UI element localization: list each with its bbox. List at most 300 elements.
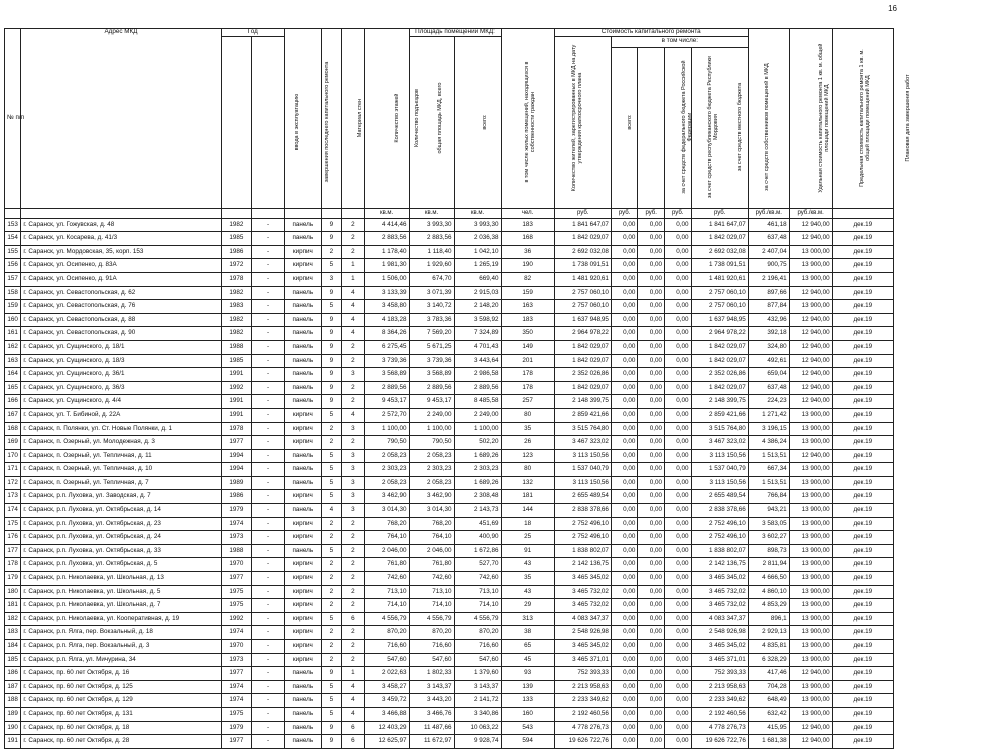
unit-cell: руб./кв.м. (789, 208, 832, 218)
header-entrances: Количество подъездов (342, 29, 364, 209)
table-cell: 0,00 (664, 735, 691, 749)
unit-cell: кв.м. (409, 208, 454, 218)
table-cell: 4 (342, 327, 364, 341)
table-cell: 13 900,00 (789, 694, 832, 708)
table-cell: 0,00 (664, 381, 691, 395)
table-cell: дек.19 (832, 490, 893, 504)
page-number: 16 (888, 4, 897, 13)
table-cell: кирпич (284, 626, 321, 640)
table-cell: 0,00 (611, 544, 638, 558)
table-cell: 1979 (221, 504, 252, 518)
table-cell: 2 859 421,66 (691, 408, 748, 422)
table-cell: дек.19 (832, 408, 893, 422)
table-cell: 451,69 (454, 517, 501, 531)
table-cell: 1991 (221, 395, 252, 409)
unit-cell (221, 208, 252, 218)
table-cell: 1972 (221, 259, 252, 273)
table-cell: 4 701,43 (454, 340, 501, 354)
table-cell: 0,00 (638, 272, 665, 286)
table-cell: 183 (501, 218, 554, 232)
table-cell: 3 993,30 (454, 218, 501, 232)
table-cell: 5 (321, 490, 341, 504)
table-cell: 0,00 (638, 612, 665, 626)
table-cell: 2 (342, 381, 364, 395)
table-cell: 1982 (221, 313, 252, 327)
table-cell: 2 303,23 (364, 463, 409, 477)
table-cell: 3 783,36 (409, 313, 454, 327)
table-cell: 0,00 (611, 327, 638, 341)
table-cell: 170 (5, 449, 21, 463)
table-cell: г. Саранск, р.п. Луховка, ул. Октябрьская, д. 23 (21, 517, 221, 531)
table-cell: - (252, 517, 285, 531)
table-cell: 0,00 (611, 436, 638, 450)
table-cell: 3 (342, 449, 364, 463)
table-cell: 3 113 150,56 (691, 476, 748, 490)
table-cell: 2 022,63 (364, 667, 409, 681)
table-cell: 80 (501, 463, 554, 477)
table-row (5, 300, 894, 314)
table-cell: 5 671,25 (409, 340, 454, 354)
table-cell: 3 014,30 (409, 504, 454, 518)
table-cell: 2 (342, 340, 364, 354)
table-cell: 154 (5, 232, 21, 246)
table-cell: 173 (5, 490, 21, 504)
table-cell: 0,00 (664, 395, 691, 409)
table-cell: 5 (321, 707, 341, 721)
table-cell: дек.19 (832, 340, 893, 354)
repair-plan-table (4, 28, 911, 749)
table-cell: 2 (342, 653, 364, 667)
table-cell: 2 249,00 (409, 408, 454, 422)
table-cell: 10 063,22 (454, 721, 501, 735)
header-residents: Количество жителей, зарегистрированных в МКД на дату утверждения краткосрочного плана (501, 29, 554, 209)
table-cell: - (252, 286, 285, 300)
table-row (5, 232, 894, 246)
table-cell: 4 556,79 (454, 612, 501, 626)
table-cell: 5 (321, 694, 341, 708)
table-cell: 2 192 460,56 (554, 707, 611, 721)
table-cell: 1 481 920,61 (691, 272, 748, 286)
table-cell: 2 548 926,98 (691, 626, 748, 640)
table-cell: дек.19 (832, 272, 893, 286)
table-cell: 2 859 421,66 (554, 408, 611, 422)
table-cell: 0,00 (611, 300, 638, 314)
table-cell: 768,20 (364, 517, 409, 531)
table-cell: 0,00 (664, 245, 691, 259)
table-cell: 9 453,17 (409, 395, 454, 409)
table-cell: 1970 (221, 558, 252, 572)
table-cell: 184 (5, 640, 21, 654)
table-cell: 2 (342, 436, 364, 450)
table-cell: 0,00 (611, 381, 638, 395)
table-cell: 0,00 (638, 490, 665, 504)
table-cell: 313 (501, 612, 554, 626)
table-cell: - (252, 531, 285, 545)
table-cell: 11 487,66 (409, 721, 454, 735)
table-cell: 2 303,23 (409, 463, 454, 477)
table-cell: 2 233 349,62 (554, 694, 611, 708)
table-row (5, 218, 894, 232)
table-cell: 6 328,29 (748, 653, 789, 667)
table-cell: 0,00 (611, 408, 638, 422)
table-cell: 191 (5, 735, 21, 749)
table-cell: 0,00 (611, 653, 638, 667)
table-cell: 1 100,00 (409, 422, 454, 436)
table-cell: 163 (5, 354, 21, 368)
table-cell: дек.19 (832, 368, 893, 382)
header-cost-owners: за счет средств собственников помещений в МКД (691, 47, 748, 208)
table-cell: 2 757 060,10 (691, 286, 748, 300)
table-cell: 2 889,56 (409, 381, 454, 395)
table-cell: кирпич (284, 517, 321, 531)
table-cell: 0,00 (638, 626, 665, 640)
table-cell: 0,00 (664, 368, 691, 382)
table-cell: 13 900,00 (789, 707, 832, 721)
table-cell: 9 (321, 286, 341, 300)
table-cell: 1 929,60 (409, 259, 454, 273)
table-cell: дек.19 (832, 232, 893, 246)
table-cell: 6 (342, 735, 364, 749)
table-cell: дек.19 (832, 381, 893, 395)
table-cell: 2 (342, 544, 364, 558)
table-cell: 80 (501, 408, 554, 422)
table-cell: 1 506,00 (364, 272, 409, 286)
header-floors: Количество этажей (321, 29, 341, 209)
table-cell: 3 465 345,02 (554, 640, 611, 654)
table-cell: 0,00 (611, 463, 638, 477)
table-cell: 29 (501, 599, 554, 613)
table-row (5, 313, 894, 327)
table-cell: 0,00 (664, 232, 691, 246)
units-row (5, 208, 894, 218)
table-cell: дек.19 (832, 395, 893, 409)
table-cell: дек.19 (832, 626, 893, 640)
table-cell: - (252, 544, 285, 558)
table-cell: 1988 (221, 544, 252, 558)
table-cell: 183 (501, 313, 554, 327)
table-cell: 0,00 (664, 612, 691, 626)
table-cell: дек.19 (832, 517, 893, 531)
table-cell: панель (284, 354, 321, 368)
table-cell: дек.19 (832, 694, 893, 708)
table-cell: - (252, 381, 285, 395)
table-cell: 0,00 (611, 476, 638, 490)
table-cell: г. Саранск, п. Озерный, ул. Тепличная, д. 7 (21, 476, 221, 490)
table-cell: 1988 (221, 340, 252, 354)
table-cell: 3 071,39 (409, 286, 454, 300)
table-cell: 2 058,23 (364, 449, 409, 463)
table-cell: 0,00 (638, 680, 665, 694)
table-cell: 764,10 (364, 531, 409, 545)
table-cell: 133 (501, 694, 554, 708)
table-cell: 186 (5, 667, 21, 681)
table-cell: 0,00 (611, 694, 638, 708)
table-cell: 3 993,30 (409, 218, 454, 232)
table-cell: 0,00 (611, 232, 638, 246)
table-cell: 160 (5, 313, 21, 327)
table-cell: дек.19 (832, 599, 893, 613)
table-row (5, 490, 894, 504)
table-cell: 0,00 (664, 490, 691, 504)
table-cell: 3 515 764,80 (691, 422, 748, 436)
table-cell: 0,00 (638, 436, 665, 450)
table-cell: 2 (342, 232, 364, 246)
table-cell: 3 467 323,02 (691, 436, 748, 450)
table-row (5, 259, 894, 273)
table-row (5, 286, 894, 300)
unit-cell: кв.м. (454, 208, 501, 218)
table-cell: 183 (5, 626, 21, 640)
table-cell: 0,00 (664, 531, 691, 545)
table-cell: 165 (5, 381, 21, 395)
table-cell: 0,00 (611, 707, 638, 721)
table-cell: 713,10 (454, 585, 501, 599)
table-cell: 3 143,37 (409, 680, 454, 694)
table-cell: 1977 (221, 572, 252, 586)
table-cell: 45 (501, 653, 554, 667)
table-cell: 9 (321, 313, 341, 327)
table-cell: 0,00 (664, 694, 691, 708)
header-premises-private: в том числе жилых помещений, находящихся в собственности граждан (454, 36, 501, 208)
table-cell: 0,00 (611, 449, 638, 463)
table-cell: 2 058,23 (364, 476, 409, 490)
table-cell: панель (284, 463, 321, 477)
table-cell: 159 (501, 286, 554, 300)
table-cell: 6 (342, 612, 364, 626)
table-cell: 392,18 (748, 327, 789, 341)
table-cell: 0,00 (664, 572, 691, 586)
table-cell: 713,10 (364, 585, 409, 599)
table-cell: г. Саранск, ул. Севастопольская, д. 88 (21, 313, 221, 327)
table-cell: 190 (501, 259, 554, 273)
table-cell: кирпич (284, 436, 321, 450)
table-cell: 1 981,30 (364, 259, 409, 273)
table-cell: 0,00 (664, 313, 691, 327)
table-cell: 0,00 (664, 640, 691, 654)
table-cell: 12 940,00 (789, 286, 832, 300)
table-cell: 13 900,00 (789, 612, 832, 626)
table-cell: 0,00 (664, 449, 691, 463)
table-cell: 5 (321, 544, 341, 558)
table-cell: 2 (321, 517, 341, 531)
table-cell: 752 393,33 (691, 667, 748, 681)
unit-cell: руб. (664, 208, 691, 218)
header-max-cost: Предельная стоимость капитального ремонта 1 кв. м. общей площади помещений МКД (789, 29, 832, 209)
table-cell: 166 (5, 395, 21, 409)
table-cell: 12 940,00 (789, 327, 832, 341)
table-row (5, 653, 894, 667)
table-cell: 0,00 (611, 286, 638, 300)
table-cell: 1 842 029,07 (691, 232, 748, 246)
table-cell: 13 900,00 (789, 272, 832, 286)
table-cell: 0,00 (664, 504, 691, 518)
table-cell: - (252, 313, 285, 327)
table-cell: 2 407,04 (748, 245, 789, 259)
table-cell: 3 113 150,56 (691, 449, 748, 463)
table-cell: 0,00 (611, 735, 638, 749)
table-cell: - (252, 612, 285, 626)
table-cell: 172 (5, 476, 21, 490)
header-cost: Стоимость капитального ремонта (554, 29, 748, 37)
table-cell: 2 (321, 572, 341, 586)
table-cell: 870,20 (364, 626, 409, 640)
header-num: № п/п (5, 29, 21, 209)
table-cell: 12 940,00 (789, 735, 832, 749)
table-cell: г. Саранск, ул. Т. Бибиной, д. 22А (21, 408, 221, 422)
table-cell: 1974 (221, 694, 252, 708)
table-cell: 0,00 (664, 272, 691, 286)
table-cell: 0,00 (638, 667, 665, 681)
table-cell: 1986 (221, 490, 252, 504)
table-cell: дек.19 (832, 558, 893, 572)
table-cell: 0,00 (638, 381, 665, 395)
table-cell: 93 (501, 667, 554, 681)
table-cell: г. Саранск, ул. Сущинского, д. 18/3 (21, 354, 221, 368)
table-cell: г. Саранск, ул. Севастопольская, д. 62 (21, 286, 221, 300)
table-cell: дек.19 (832, 300, 893, 314)
table-cell: - (252, 721, 285, 735)
table-cell: 877,84 (748, 300, 789, 314)
table-cell: кирпич (284, 490, 321, 504)
table-cell: 187 (5, 680, 21, 694)
table-cell: 0,00 (664, 653, 691, 667)
table-cell: дек.19 (832, 286, 893, 300)
table-cell: 2 (342, 245, 364, 259)
table-cell: 5 (321, 408, 341, 422)
table-cell: 0,00 (638, 653, 665, 667)
table-cell: 0,00 (638, 721, 665, 735)
table-cell: 13 900,00 (789, 490, 832, 504)
table-cell: 174 (5, 504, 21, 518)
table-cell: 2 (321, 558, 341, 572)
table-row (5, 585, 894, 599)
table-cell: г. Саранск, ул. Осипенко, д. 91А (21, 272, 221, 286)
table-cell: г. Саранск, р.п. Ялга, пер. Вокзальный, д. 3 (21, 640, 221, 654)
table-cell: 0,00 (611, 680, 638, 694)
table-cell: кирпич (284, 245, 321, 259)
table-cell: дек.19 (832, 612, 893, 626)
table-cell: 19 626 722,76 (691, 735, 748, 749)
table-cell: 3 133,39 (364, 286, 409, 300)
table-cell: 5 (321, 259, 341, 273)
table-cell: 9 (321, 395, 341, 409)
table-cell: 2 352 026,86 (691, 368, 748, 382)
unit-cell (321, 208, 341, 218)
table-cell: г. Саранск, пр. 60 лет Октября, д. 18 (21, 721, 221, 735)
table-cell: 168 (5, 422, 21, 436)
table-cell: 417,46 (748, 667, 789, 681)
table-cell: 5 (321, 476, 341, 490)
table-cell: панель (284, 667, 321, 681)
table-cell: 12 625,97 (364, 735, 409, 749)
table-cell: 4 860,10 (748, 585, 789, 599)
table-cell: 632,42 (748, 707, 789, 721)
table-cell: 4 183,28 (364, 313, 409, 327)
table-cell: 1 100,00 (364, 422, 409, 436)
table-cell: 0,00 (611, 395, 638, 409)
table-cell: - (252, 667, 285, 681)
table-cell: 12 940,00 (789, 354, 832, 368)
table-cell: 13 900,00 (789, 408, 832, 422)
table-row (5, 735, 894, 749)
table-cell: 2 (321, 436, 341, 450)
table-cell: панель (284, 218, 321, 232)
table-cell: 0,00 (664, 585, 691, 599)
table-cell: панель (284, 300, 321, 314)
table-cell: 0,00 (638, 422, 665, 436)
table-cell: кирпич (284, 531, 321, 545)
table-row (5, 544, 894, 558)
table-cell: 4 778 276,73 (554, 721, 611, 735)
table-cell: 180 (5, 585, 21, 599)
table-cell: 9 (321, 381, 341, 395)
unit-cell: руб./кв.м. (748, 208, 789, 218)
table-cell: 0,00 (664, 517, 691, 531)
table-cell: 4 (342, 707, 364, 721)
table-cell: 674,70 (409, 272, 454, 286)
table-cell: 5 (321, 449, 341, 463)
table-cell: 5 (321, 680, 341, 694)
table-cell: 2 883,56 (364, 232, 409, 246)
table-cell: 159 (5, 300, 21, 314)
table-cell: дек.19 (832, 476, 893, 490)
table-cell: 9 928,74 (454, 735, 501, 749)
table-cell: 1974 (221, 517, 252, 531)
table-cell: 0,00 (638, 368, 665, 382)
table-cell: 547,60 (364, 653, 409, 667)
table-row (5, 381, 894, 395)
table-cell: 0,00 (638, 300, 665, 314)
table-cell: 1 118,40 (409, 245, 454, 259)
table-cell: 38 (501, 626, 554, 640)
table-cell: 1975 (221, 707, 252, 721)
table-cell: 898,73 (748, 544, 789, 558)
table-row (5, 707, 894, 721)
table-cell: г. Саранск, п. Озерный, ул. Молодежная, д. 3 (21, 436, 221, 450)
table-cell: - (252, 680, 285, 694)
table-cell: 2 757 060,10 (554, 286, 611, 300)
unit-cell (342, 208, 364, 218)
table-cell: 2 036,38 (454, 232, 501, 246)
table-row (5, 368, 894, 382)
table-cell: 0,00 (611, 599, 638, 613)
table-cell: 2 (342, 599, 364, 613)
table-cell: 1985 (221, 232, 252, 246)
table-cell: 2 142 136,75 (554, 558, 611, 572)
table-cell: 0,00 (638, 531, 665, 545)
unit-cell: руб. (554, 208, 611, 218)
table-cell: 3 196,15 (748, 422, 789, 436)
table-cell: 0,00 (664, 327, 691, 341)
table-cell: 1982 (221, 327, 252, 341)
table-cell: дек.19 (832, 449, 893, 463)
table-cell: - (252, 340, 285, 354)
table-cell: 3 458,80 (364, 300, 409, 314)
table-cell: панель (284, 381, 321, 395)
header-cost-total: всего: (554, 36, 611, 208)
table-cell: 2 (342, 517, 364, 531)
table-cell: 870,20 (409, 626, 454, 640)
table-cell: - (252, 218, 285, 232)
table-cell: 790,50 (409, 436, 454, 450)
table-cell: 2 213 958,63 (691, 680, 748, 694)
table-cell: г. Саранск, р.п. Николаевка, ул. Школьная, д. 5 (21, 585, 221, 599)
table-cell: 2 811,94 (748, 558, 789, 572)
table-cell: 4 556,79 (364, 612, 409, 626)
table-cell: 1978 (221, 422, 252, 436)
table-cell: 3 465 732,02 (554, 599, 611, 613)
table-cell: 0,00 (611, 626, 638, 640)
